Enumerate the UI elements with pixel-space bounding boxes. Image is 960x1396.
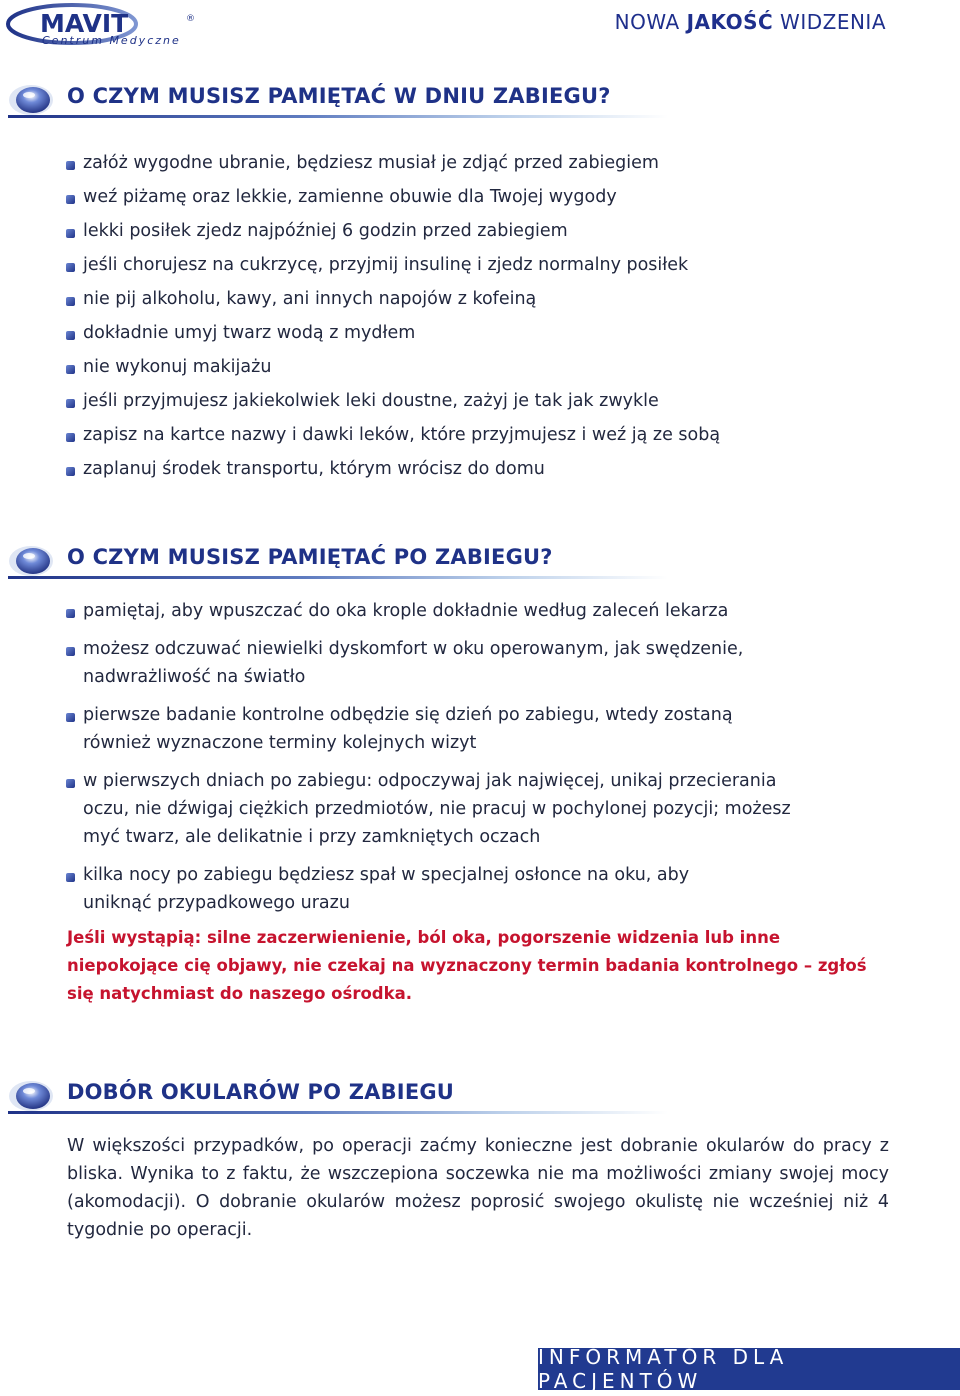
list-item (0, 285, 960, 313)
list-item-text: w pierwszych dniach po zabiegu: odpoczywaj jak najwięcej, unikaj przecierania oczu, nie dźwigaj ciężkich przedmiotów, nie pracuj w pochylonej pozycji; możesz myć twarz, ale delikatnie i przy zamkniętych oczach (83, 771, 791, 847)
tagline-part-1: NOWA (614, 10, 687, 34)
mavit-logo (4, 2, 204, 48)
list-item (0, 597, 960, 625)
list-item (0, 149, 960, 177)
list-item (0, 701, 763, 757)
checklist-day-of-surgery (0, 149, 960, 483)
list-item-text: możesz odczuwać niewielki dyskomfort w oku operowanym, jak swędzenie, nadwrażliwość na światło (83, 639, 744, 687)
list-item (0, 387, 960, 415)
bullet-icon (66, 263, 75, 272)
bullet-icon (66, 647, 75, 656)
eye-orb-icon (6, 80, 56, 118)
list-item (0, 861, 703, 917)
section-rule (8, 1111, 668, 1114)
bullet-icon (66, 229, 75, 238)
list-item (0, 217, 960, 245)
bullet-icon (66, 873, 75, 882)
list-item (0, 353, 960, 381)
tagline-bold: JAKOŚĆ (686, 10, 774, 34)
list-item-text: jeśli chorujesz na cukrzycę, przyjmij insulinę i zjedz normalny posiłek (83, 255, 689, 275)
list-item-text: nie pij alkoholu, kawy, ani innych napojów z kofeiną (83, 289, 537, 309)
section-rule (8, 576, 668, 579)
bullet-icon (66, 195, 75, 204)
header-tagline (615, 10, 886, 34)
logo-subtitle: Centrum Medyczne (42, 34, 181, 47)
list-item-text: załóż wygodne ubranie, będziesz musiał je zdjąć przed zabiegiem (83, 153, 659, 173)
list-item-text: zaplanuj środek transportu, którym wrócisz do domu (83, 459, 545, 479)
bullet-icon (66, 399, 75, 408)
footer-banner (538, 1345, 960, 1393)
eye-orb-icon (6, 541, 56, 579)
section-header (0, 541, 960, 585)
list-item-text: dokładnie umyj twarz wodą z mydłem (83, 323, 416, 343)
section-title: O CZYM MUSISZ PAMIĘTAĆ PO ZABIEGU? (67, 545, 553, 569)
section-after-surgery (0, 541, 960, 927)
logo-name: MAVIT (40, 9, 129, 38)
list-item (0, 251, 960, 279)
bullet-icon (66, 467, 75, 476)
footer-label: INFORMATOR DLA PACJENTÓW (538, 1345, 789, 1393)
list-item-text: kilka nocy po zabiegu będziesz spał w specjalnej osłonce na oku, aby uniknąć przypadkowego urazu (83, 865, 690, 913)
bullet-icon (66, 331, 75, 340)
section-rule (8, 115, 668, 118)
list-item-text: pamiętaj, aby wpuszczać do oka krople dokładnie według zaleceń lekarza (83, 601, 729, 621)
list-item-text: pierwsze badanie kontrolne odbędzie się dzień po zabiegu, wtedy zostaną również wyznaczone terminy kolejnych wizyt (83, 705, 733, 753)
list-item-text: lekki posiłek zjedz najpóźniej 6 godzin przed zabiegiem (83, 221, 568, 241)
list-item (0, 421, 960, 449)
bullet-icon (66, 365, 75, 374)
eye-orb-icon (6, 1076, 56, 1114)
list-item-text: jeśli przyjmujesz jakiekolwiek leki doustne, zażyj je tak jak zwykle (83, 391, 659, 411)
list-item (0, 455, 960, 483)
bullet-icon (66, 297, 75, 306)
list-item-text: zapisz na kartce nazwy i dawki leków, które przyjmujesz i weź ją ze sobą (83, 425, 721, 445)
warning-note: Jeśli wystąpią: silne zaczerwienienie, ból oka, pogorszenie widzenia lub inne niepokojące cię objawy, nie czekaj na wyznaczony termin badania kontrolnego – zgłoś się natychmiast do naszego ośrodka. (67, 928, 867, 1003)
section-day-of-surgery (0, 80, 960, 489)
bullet-icon (66, 433, 75, 442)
list-item-text: nie wykonuj makijażu (83, 357, 272, 377)
bullet-icon (66, 161, 75, 170)
list-item-text: weź piżamę oraz lekkie, zamienne obuwie dla Twojej wygody (83, 187, 617, 207)
section-glasses (0, 1076, 960, 1120)
section-title: O CZYM MUSISZ PAMIĘTAĆ W DNIU ZABIEGU? (67, 84, 611, 108)
bullet-icon (66, 779, 75, 788)
section-header (0, 80, 960, 124)
section-header (0, 1076, 960, 1120)
checklist-after-surgery (0, 597, 960, 917)
list-item (0, 183, 960, 211)
logo-registered-mark: ® (186, 14, 195, 24)
glasses-paragraph: W większości przypadków, po operacji zaćmy konieczne jest dobranie okularów do pracy z bliska. Wynika to z faktu, że wszczepiona soczewka nie ma możliwości zmiany swojej mocy (akomodacji). O dobranie okularów możesz poprosić swojego okulistę nie wcześniej niż 4 tygodnie po operacji. (67, 1136, 889, 1240)
bullet-icon (66, 713, 75, 722)
tagline-part-2: WIDZENIA (773, 10, 886, 34)
list-item (0, 767, 823, 851)
bullet-icon (66, 609, 75, 618)
section-title: DOBÓR OKULARÓW PO ZABIEGU (67, 1080, 455, 1104)
list-item (0, 635, 763, 691)
list-item (0, 319, 960, 347)
